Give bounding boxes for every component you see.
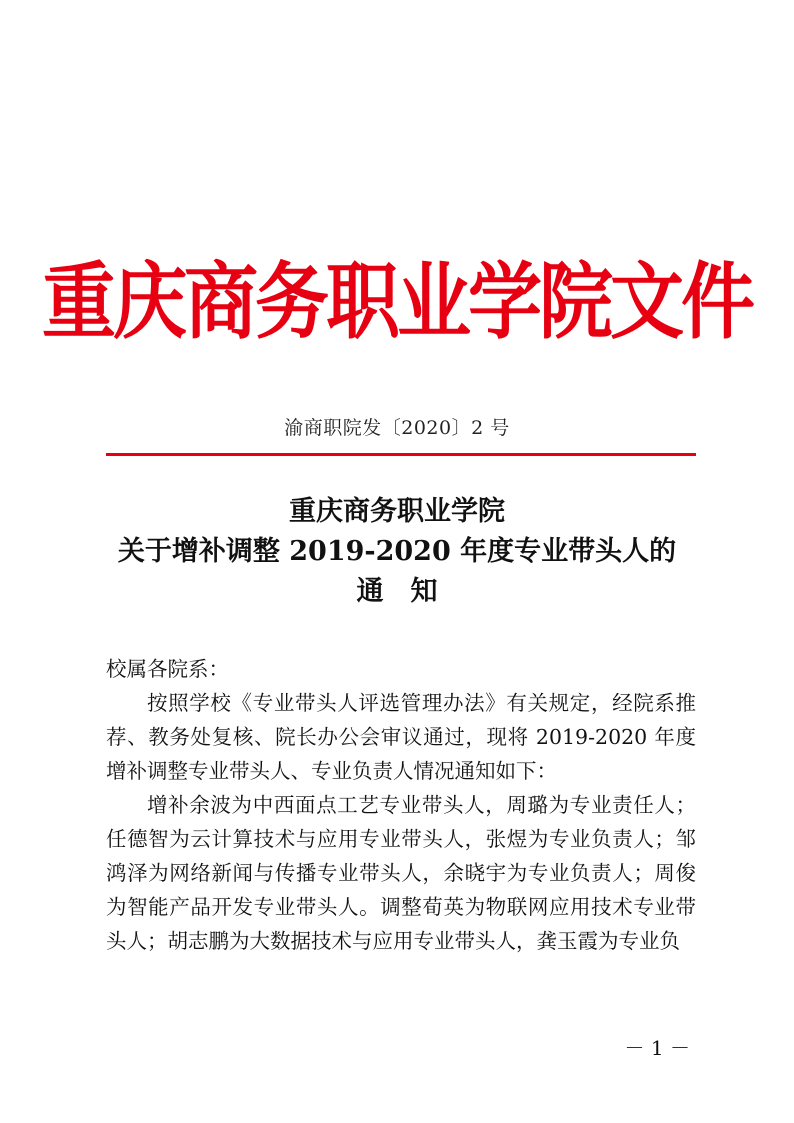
body-paragraph-1: 按照学校《专业带头人评选管理办法》有关规定，经院系推荐、教务处复核、院长办公会审议通过，现将 2019-2020 年度增补调整专业带头人、专业负责人情况通知如下： [106,691,696,783]
page-number: － 1 － [624,1036,690,1060]
header-red-rule [106,453,696,456]
notice-title-line-2: 关于增补调整 2019-2020 年度专业带头人的 [117,536,677,567]
body-paragraph-2: 增补余波为中西面点工艺专业带头人，周璐为专业责任人；任德智为云计算技术与应用专业带头人，张煜为专业负责人；邹鸿泽为网络新闻与传播专业带头人，余晓宇为专业负责人；周俊为智能产品开发专业带头人。调整荀英为物联网应用技术专业带头人；胡志鹏为大数据技术与应用专业带头人，龚玉霞为专业负 [106,793,696,953]
salutation: 校属各院系： [106,657,229,681]
notice-title-line-1: 重庆商务职业学院 [289,496,505,527]
notice-title-line-3: 通 知 [356,576,438,607]
document-number: 渝商职院发〔2020〕2 号 [284,417,510,439]
notice-body [106,652,696,958]
document-header-title: 重庆商务职业学院文件 [42,254,752,351]
notice-title [0,492,794,612]
